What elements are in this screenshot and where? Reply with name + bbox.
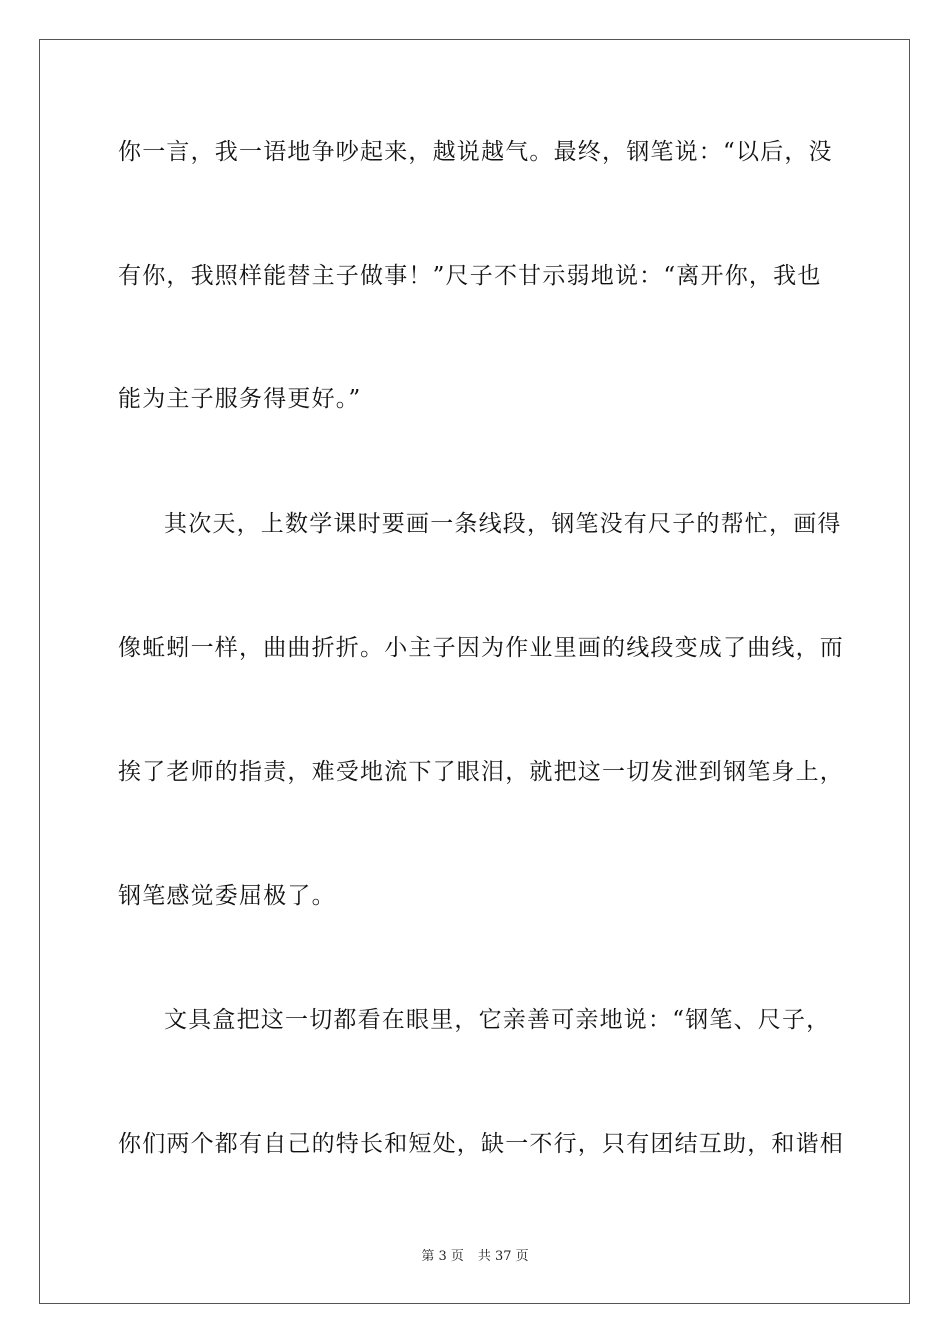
page-footer (0, 1248, 950, 1266)
body-text-line: 能为主子服务得更好。” (118, 386, 362, 412)
page-number: 第 3 页 (421, 1249, 464, 1264)
page-total: 共 37 页 (477, 1249, 529, 1264)
body-text-line: 文具盒把这一切都看在眼里，它亲善可亲地说：“钢笔、尺子， (164, 1007, 831, 1033)
page-border (39, 39, 910, 1304)
body-text-line: 你们两个都有自己的特长和短处，缺一不行，只有团结互助，和谐相 (118, 1131, 844, 1157)
body-text-line: 挨了老师的指责，难受地流下了眼泪，就把这一切发泄到钢笔身上， (118, 759, 844, 785)
body-text-line: 像蚯蚓一样，曲曲折折。小主子因为作业里画的线段变成了曲线，而 (118, 635, 844, 661)
body-text-line: 钢笔感觉委屈极了。 (118, 883, 336, 909)
body-text-line: 有你，我照样能替主子做事！”尺子不甘示弱地说：“离开你，我也 (118, 263, 822, 289)
body-text-line: 你一言，我一语地争吵起来，越说越气。最终，钢笔说：“以后，没 (118, 139, 833, 165)
body-text-line: 其次天，上数学课时要画一条线段，钢笔没有尺子的帮忙，画得 (164, 511, 842, 537)
